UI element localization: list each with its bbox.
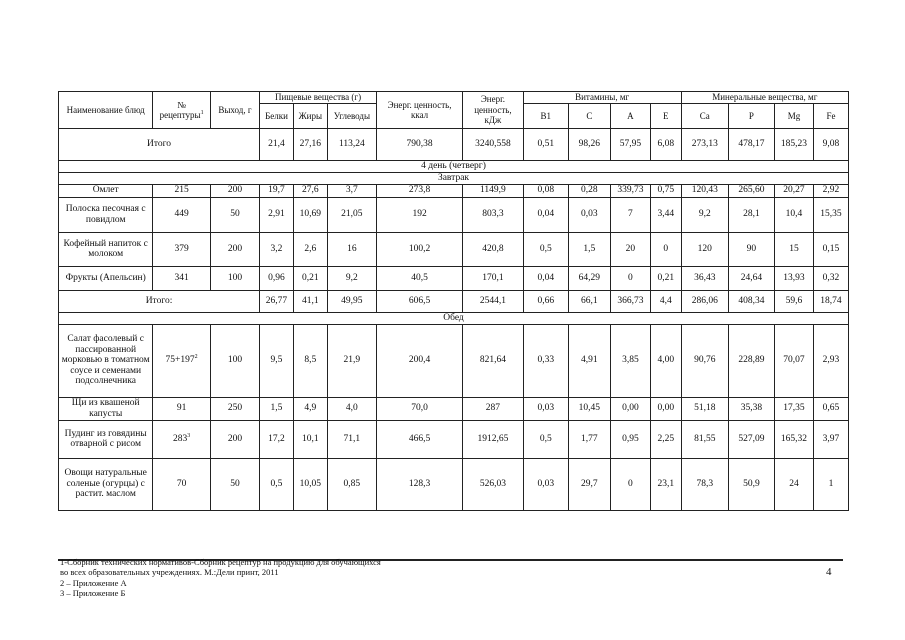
table-cell: 120 bbox=[681, 232, 728, 266]
table-cell: 27,6 bbox=[293, 184, 327, 197]
table-row bbox=[59, 397, 849, 420]
yield-value: 50 bbox=[210, 458, 259, 510]
table-cell: 10,05 bbox=[293, 458, 327, 510]
yield-value: 200 bbox=[210, 232, 259, 266]
table-cell: 90,76 bbox=[681, 324, 728, 397]
recipe-number: 341 bbox=[153, 266, 210, 290]
table-cell: 0 bbox=[610, 458, 650, 510]
breakfast-section-row-title: Завтрак bbox=[59, 172, 849, 184]
table-cell: 1912,65 bbox=[463, 420, 524, 458]
dish-name: Кофейный напиток с молоком bbox=[59, 232, 153, 266]
header-ca: Ca bbox=[681, 104, 728, 129]
table-cell: 0,00 bbox=[650, 397, 681, 420]
table-cell: 0,32 bbox=[813, 266, 848, 290]
yield-value: 200 bbox=[210, 184, 259, 197]
table-cell: 0 bbox=[650, 232, 681, 266]
table-cell: 0,21 bbox=[650, 266, 681, 290]
breakfast-total-row bbox=[59, 290, 849, 312]
table-cell: 120,43 bbox=[681, 184, 728, 197]
table-cell: 27,16 bbox=[293, 129, 327, 161]
table-cell: 81,55 bbox=[681, 420, 728, 458]
table-body bbox=[59, 129, 849, 511]
table-cell: 0,65 bbox=[813, 397, 848, 420]
table-cell: 821,64 bbox=[463, 324, 524, 397]
table-cell: 200,4 bbox=[376, 324, 462, 397]
table-cell: 9,5 bbox=[260, 324, 294, 397]
table-cell: 49,95 bbox=[327, 290, 376, 312]
table-cell: 0,21 bbox=[293, 266, 327, 290]
table-cell: 9,08 bbox=[813, 129, 848, 161]
table-cell: 9,2 bbox=[681, 197, 728, 232]
yield-value: 250 bbox=[210, 397, 259, 420]
table-cell: 15 bbox=[775, 232, 814, 266]
recipe-number: 91 bbox=[153, 397, 210, 420]
table-cell: 4,4 bbox=[650, 290, 681, 312]
table-cell: 6,08 bbox=[650, 129, 681, 161]
table-cell: 10,69 bbox=[293, 197, 327, 232]
table-row bbox=[59, 266, 849, 290]
table-cell: 0,03 bbox=[523, 458, 568, 510]
table-cell: 287 bbox=[463, 397, 524, 420]
table-cell: 4,9 bbox=[293, 397, 327, 420]
recipe-number: $283^3$ bbox=[153, 420, 210, 458]
table-cell: 3240,558 bbox=[463, 129, 524, 161]
table-cell: 3,2 bbox=[260, 232, 294, 266]
header-carbs: Углеводы bbox=[327, 104, 376, 129]
yield-value: 200 bbox=[210, 420, 259, 458]
table-cell: 526,03 bbox=[463, 458, 524, 510]
table-cell: 4,00 bbox=[650, 324, 681, 397]
table-cell: 36,43 bbox=[681, 266, 728, 290]
header-fe: Fe bbox=[813, 104, 848, 129]
table-cell: 0,04 bbox=[523, 197, 568, 232]
table-cell: 2,92 bbox=[813, 184, 848, 197]
header-mg: Mg bbox=[775, 104, 814, 129]
table-cell: 478,17 bbox=[728, 129, 774, 161]
table-cell: 1,5 bbox=[568, 232, 610, 266]
header-minerals: Минеральные вещества, мг bbox=[681, 92, 848, 104]
header-energy-kj: Энерг. ценность, кДж bbox=[463, 92, 524, 129]
table-cell: 0,03 bbox=[523, 397, 568, 420]
table-cell: 24,64 bbox=[728, 266, 774, 290]
footnote-2: 2 – Приложение А bbox=[60, 578, 127, 588]
header-vitamins: Витамины, мг bbox=[523, 92, 681, 104]
table-cell: 0 bbox=[610, 266, 650, 290]
table-row bbox=[59, 197, 849, 232]
table-cell: 2,93 bbox=[813, 324, 848, 397]
table-cell: 1 bbox=[813, 458, 848, 510]
dish-name: Фрукты (Апельсин) bbox=[59, 266, 153, 290]
table-cell: 50,9 bbox=[728, 458, 774, 510]
table-cell: 10,4 bbox=[775, 197, 814, 232]
lunch-section-row bbox=[59, 312, 849, 324]
table-cell: 19,7 bbox=[260, 184, 294, 197]
header-a: A bbox=[610, 104, 650, 129]
header-recipe: № рецептуры$^1$ bbox=[153, 92, 210, 129]
table-cell: 17,35 bbox=[775, 397, 814, 420]
recipe-number: 70 bbox=[153, 458, 210, 510]
table-cell: 339,73 bbox=[610, 184, 650, 197]
table-cell: 0,08 bbox=[523, 184, 568, 197]
dish-name: Полоска песочная с повидлом bbox=[59, 197, 153, 232]
table-cell: 10,1 bbox=[293, 420, 327, 458]
table-cell: 165,32 bbox=[775, 420, 814, 458]
header-e: E bbox=[650, 104, 681, 129]
table-cell: 4,91 bbox=[568, 324, 610, 397]
table-cell: 185,23 bbox=[775, 129, 814, 161]
table-cell: 3,97 bbox=[813, 420, 848, 458]
table-cell: 0,03 bbox=[568, 197, 610, 232]
table-cell: 4,0 bbox=[327, 397, 376, 420]
table-cell: 51,18 bbox=[681, 397, 728, 420]
header-yield: Выход, г bbox=[210, 92, 259, 129]
table-cell: 59,6 bbox=[775, 290, 814, 312]
day-title-row-title: 4 день (четверг) bbox=[59, 161, 849, 173]
table-cell: 0,75 bbox=[650, 184, 681, 197]
table-cell: 70,07 bbox=[775, 324, 814, 397]
table-cell: 15,35 bbox=[813, 197, 848, 232]
table-cell: 0,00 bbox=[610, 397, 650, 420]
table-cell: 128,3 bbox=[376, 458, 462, 510]
table-cell: 0,96 bbox=[260, 266, 294, 290]
header-dish: Наименование блюд bbox=[59, 92, 153, 129]
table-cell: 3,44 bbox=[650, 197, 681, 232]
table-cell: 13,93 bbox=[775, 266, 814, 290]
header-nutrients: Пищевые вещества (г) bbox=[260, 92, 377, 104]
table-cell: 0,28 bbox=[568, 184, 610, 197]
table-cell: 71,1 bbox=[327, 420, 376, 458]
prev-total-row bbox=[59, 129, 849, 161]
table-cell: 2544,1 bbox=[463, 290, 524, 312]
table-cell: 1,5 bbox=[260, 397, 294, 420]
breakfast-total-row-label: Итого: bbox=[59, 290, 260, 312]
table-cell: 16 bbox=[327, 232, 376, 266]
page-number: 4 bbox=[826, 566, 832, 578]
table-cell: 10,45 bbox=[568, 397, 610, 420]
table-cell: 0,85 bbox=[327, 458, 376, 510]
table-cell: 21,9 bbox=[327, 324, 376, 397]
table-cell: 100,2 bbox=[376, 232, 462, 266]
table-cell: 273,8 bbox=[376, 184, 462, 197]
header-c: C bbox=[568, 104, 610, 129]
table-row bbox=[59, 324, 849, 397]
header-b1: B1 bbox=[523, 104, 568, 129]
recipe-number: 449 bbox=[153, 197, 210, 232]
table-row bbox=[59, 458, 849, 510]
table-cell: 408,34 bbox=[728, 290, 774, 312]
table-cell: 0,5 bbox=[523, 232, 568, 266]
day-title-row bbox=[59, 161, 849, 173]
header-protein: Белки bbox=[260, 104, 294, 129]
table-cell: 23,1 bbox=[650, 458, 681, 510]
table-cell: 7 bbox=[610, 197, 650, 232]
table-cell: 18,74 bbox=[813, 290, 848, 312]
table-cell: 57,95 bbox=[610, 129, 650, 161]
table-cell: 40,5 bbox=[376, 266, 462, 290]
table-cell: 90 bbox=[728, 232, 774, 266]
table-cell: 0,5 bbox=[260, 458, 294, 510]
table-cell: 527,09 bbox=[728, 420, 774, 458]
dish-name: Овощи натуральные соленые (огурцы) с растит. маслом bbox=[59, 458, 153, 510]
table-cell: 2,25 bbox=[650, 420, 681, 458]
table-cell: 3,85 bbox=[610, 324, 650, 397]
table-cell: 286,06 bbox=[681, 290, 728, 312]
lunch-section-row-title: Обед bbox=[59, 312, 849, 324]
table-cell: 20 bbox=[610, 232, 650, 266]
breakfast-section-row bbox=[59, 172, 849, 184]
table-cell: 3,7 bbox=[327, 184, 376, 197]
table-cell: 113,24 bbox=[327, 129, 376, 161]
table-cell: 192 bbox=[376, 197, 462, 232]
table-cell: 9,2 bbox=[327, 266, 376, 290]
table-row bbox=[59, 420, 849, 458]
recipe-number: 215 bbox=[153, 184, 210, 197]
header-energy-kcal: Энерг. ценность, ккал bbox=[376, 92, 462, 129]
table-cell: 273,13 bbox=[681, 129, 728, 161]
table-cell: 21,4 bbox=[260, 129, 294, 161]
recipe-number: 379 bbox=[153, 232, 210, 266]
prev-total-row-label: Итого bbox=[59, 129, 260, 161]
dish-name: Пудинг из говядины отварной с рисом bbox=[59, 420, 153, 458]
dish-name: Омлет bbox=[59, 184, 153, 197]
table-cell: 64,29 bbox=[568, 266, 610, 290]
header-fat: Жиры bbox=[293, 104, 327, 129]
table-cell: 28,1 bbox=[728, 197, 774, 232]
table-cell: 170,1 bbox=[463, 266, 524, 290]
nutrition-table bbox=[58, 91, 849, 511]
table-cell: 78,3 bbox=[681, 458, 728, 510]
table-cell: 790,38 bbox=[376, 129, 462, 161]
table-cell: 21,05 bbox=[327, 197, 376, 232]
table-cell: 1,77 bbox=[568, 420, 610, 458]
table-cell: 803,3 bbox=[463, 197, 524, 232]
table-cell: 0,66 bbox=[523, 290, 568, 312]
recipe-number: $75+197^2$ bbox=[153, 324, 210, 397]
table-cell: 98,26 bbox=[568, 129, 610, 161]
table-cell: 2,91 bbox=[260, 197, 294, 232]
yield-value: 50 bbox=[210, 197, 259, 232]
dish-name: Салат фасолевый с пассированной морковью в томатном соусе и семенами подсолнечника bbox=[59, 324, 153, 397]
table-cell: 0,15 bbox=[813, 232, 848, 266]
table-cell: 265,60 bbox=[728, 184, 774, 197]
table-cell: 606,5 bbox=[376, 290, 462, 312]
table-cell: 0,5 bbox=[523, 420, 568, 458]
table-cell: 0,51 bbox=[523, 129, 568, 161]
table-cell: 420,8 bbox=[463, 232, 524, 266]
table-cell: 0,95 bbox=[610, 420, 650, 458]
table-row bbox=[59, 184, 849, 197]
footnote-1a: 1-Сборник технических нормативов-Сборник рецептур на продукцию для обучающихся bbox=[60, 557, 381, 567]
footnote-3: 3 – Приложение Б bbox=[60, 588, 126, 598]
table-cell: 26,77 bbox=[260, 290, 294, 312]
yield-value: 100 bbox=[210, 266, 259, 290]
table-cell: 0,04 bbox=[523, 266, 568, 290]
table-cell: 1149,9 bbox=[463, 184, 524, 197]
table-cell: 8,5 bbox=[293, 324, 327, 397]
table-cell: 466,5 bbox=[376, 420, 462, 458]
yield-value: 100 bbox=[210, 324, 259, 397]
table-cell: 24 bbox=[775, 458, 814, 510]
table-cell: 66,1 bbox=[568, 290, 610, 312]
table-cell: 17,2 bbox=[260, 420, 294, 458]
table-cell: 70,0 bbox=[376, 397, 462, 420]
header-p: P bbox=[728, 104, 774, 129]
dish-name: Щи из квашеной капусты bbox=[59, 397, 153, 420]
table-cell: 2,6 bbox=[293, 232, 327, 266]
table-cell: 20,27 bbox=[775, 184, 814, 197]
table-cell: 29,7 bbox=[568, 458, 610, 510]
table-cell: 35,38 bbox=[728, 397, 774, 420]
footnote-1b: во всех образовательных учреждениях. М.:Дели принт, 2011 bbox=[60, 567, 279, 577]
table-cell: 0,33 bbox=[523, 324, 568, 397]
table-cell: 366,73 bbox=[610, 290, 650, 312]
table-row bbox=[59, 232, 849, 266]
table-cell: 228,89 bbox=[728, 324, 774, 397]
table-cell: 41,1 bbox=[293, 290, 327, 312]
